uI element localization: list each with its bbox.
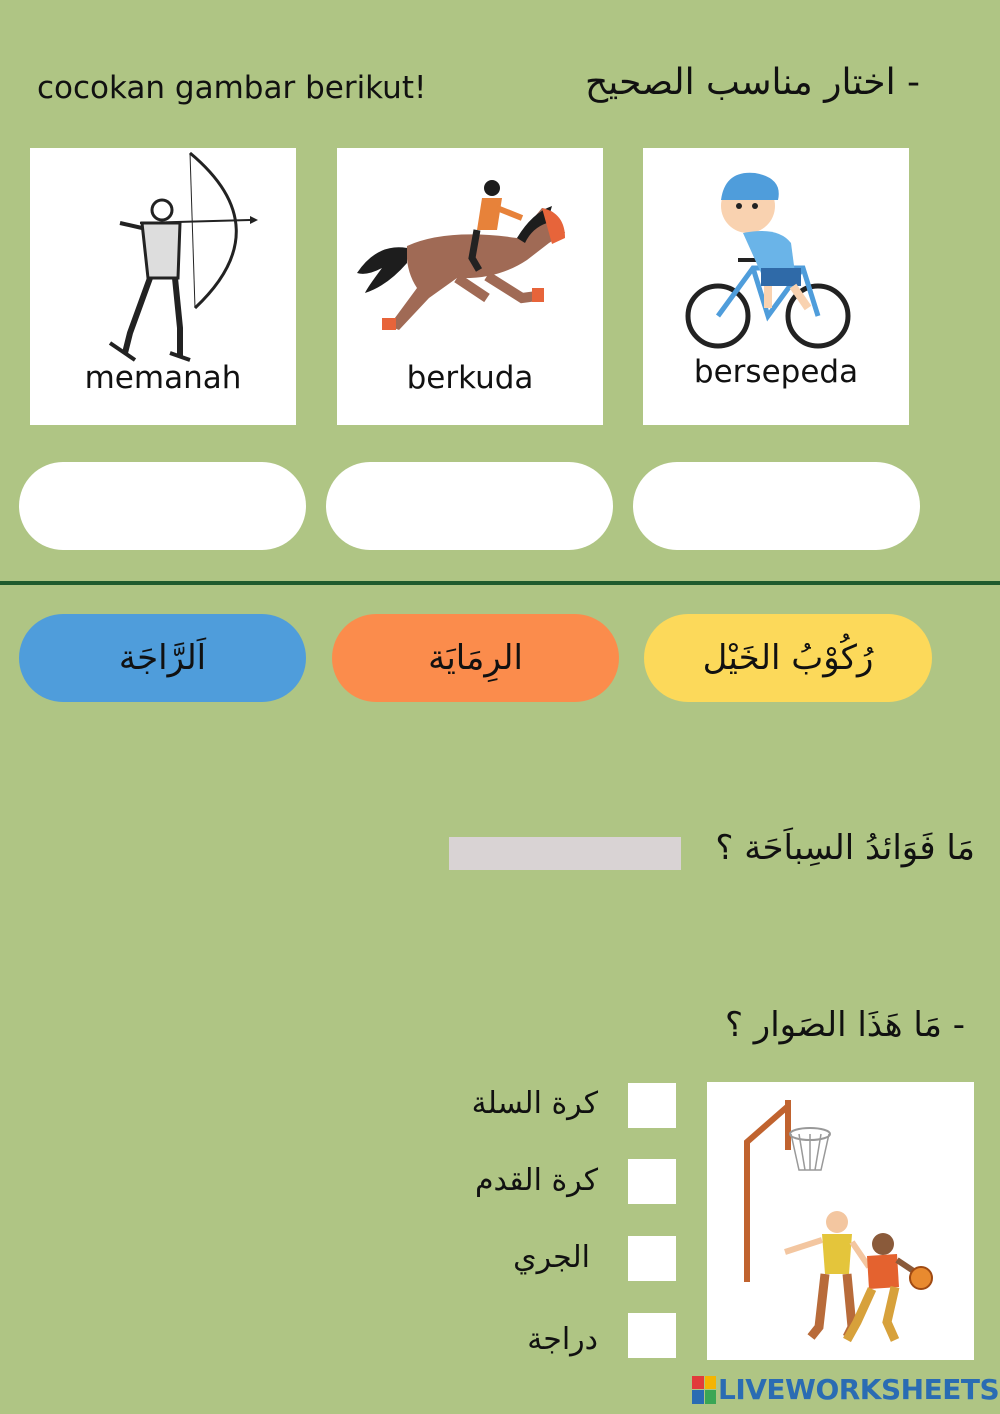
answer-input-swimming[interactable] [449,837,681,870]
liveworksheets-logo [692,1373,999,1406]
checkbox-running[interactable] [628,1236,676,1281]
drop-zone-1[interactable] [19,462,306,550]
drop-zone-3[interactable] [633,462,920,550]
basketball-players-icon [707,1082,974,1360]
archer-icon [30,148,296,378]
picture-card-archery [30,148,296,425]
picture-card-horse-riding [337,148,603,425]
option-label-football: كرة القدم [474,1163,598,1198]
logo-mark-icon [692,1376,716,1404]
option-label-running: الجري [513,1240,590,1275]
checkbox-basketball[interactable] [628,1083,676,1128]
logo-text: LIVEWORKSHEETS [718,1373,1000,1406]
option-label-basketball: كرة السلة [471,1086,598,1121]
question-swimming: مَا فَوَائدُ السِباَحَة ؟ [715,828,975,868]
checkbox-football[interactable] [628,1159,676,1204]
instruction-latin: cocokan gambar berikut! [37,70,427,106]
option-label-bicycle: دراجة [527,1322,598,1357]
picture-card-cycling [643,148,909,425]
cyclist-icon [643,148,909,358]
answer-pill-bicycle[interactable]: اَلرَّاجَة [19,614,306,702]
drop-zone-2[interactable] [326,462,613,550]
card-label: memanah [84,360,242,396]
checkbox-bicycle[interactable] [628,1313,676,1358]
card-label: bersepeda [693,354,859,390]
answer-pill-horse-riding[interactable]: رُكُوْبُ الخَيْل [644,614,932,702]
horse-rider-icon [337,148,603,378]
question-picture: - مَا هَذَا الصَوار ؟ [724,1005,965,1045]
instruction-arabic: - اختار مناسب الصحيح [585,62,920,103]
section-divider [0,581,1000,585]
answer-pill-archery[interactable]: الرِمَايَة [332,614,619,702]
card-label: berkuda [406,360,534,396]
question-picture-card [707,1082,974,1360]
